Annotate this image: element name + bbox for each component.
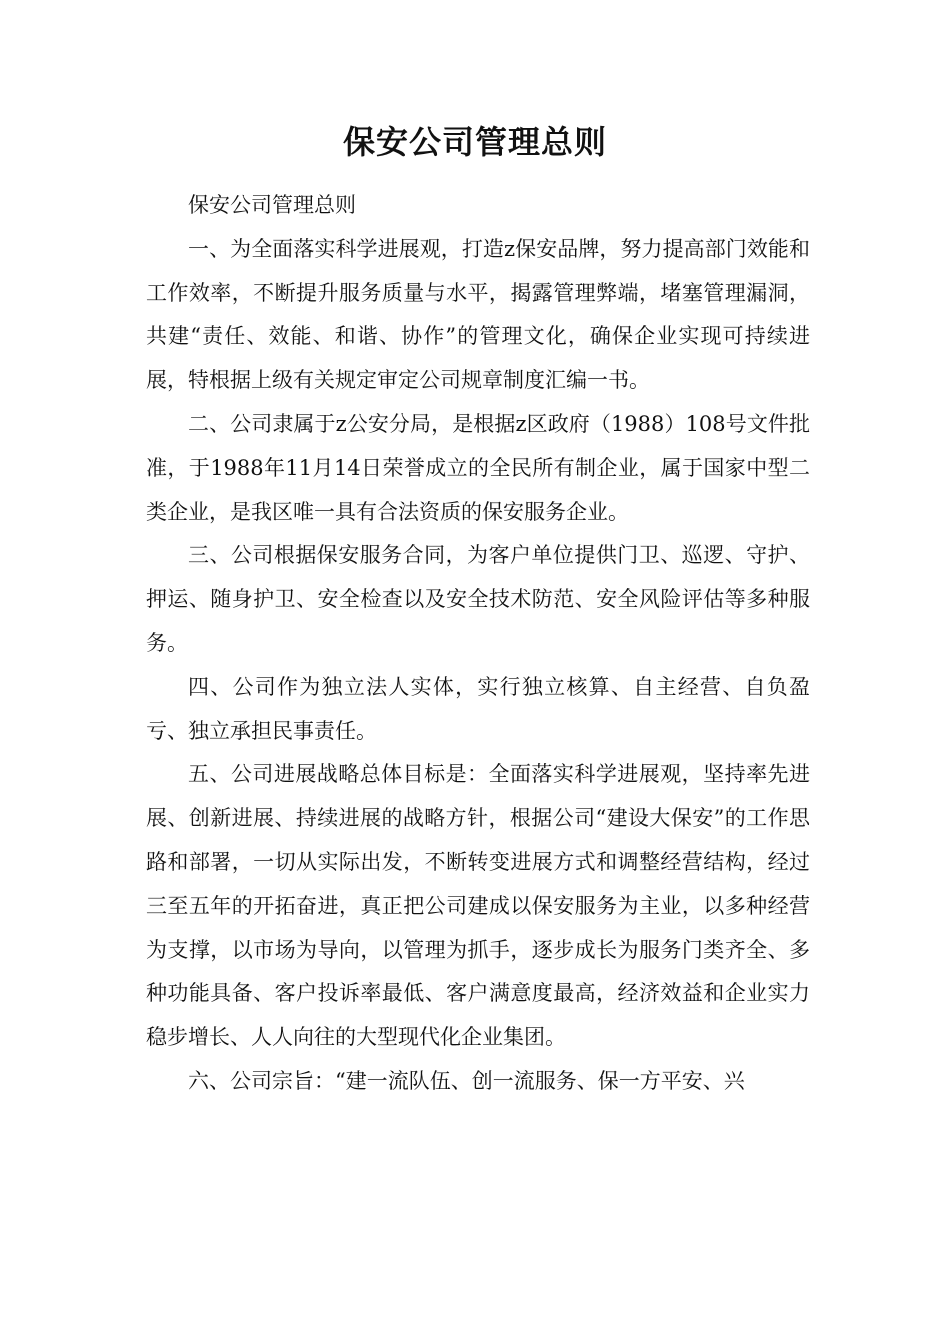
paragraph-5: 五、公司进展战略总体目标是：全面落实科学进展观，坚持率先进展、创新进展、持续进展的战略方针，根据公司“建设大保安”的工作思路和部署，一切从实际出发，不断转变进展方式和调整经营结构，经过三至五年的开拓奋进，真正把公司建成以保安服务为主业，以多种经营为支撑，以市场为导向，以管理为抓手，逐步成长为服务门类齐全、多种功能具备、客户投诉率最低、客户满意度最高，经济效益和企业实力稳步增长、人人向往的大型现代化企业集团。 bbox=[146, 762, 810, 1050]
paragraph-3: 三、公司根据保安服务合同，为客户单位提供门卫、巡逻、守护、押运、随身护卫、安全检查以及安全技术防范、安全风险评估等多种服务。 bbox=[146, 543, 810, 655]
document-body bbox=[146, 184, 810, 1104]
document-title: 保安公司管理总则 bbox=[342, 123, 607, 161]
paragraph-2: 二、公司隶属于z公安分局，是根据z区政府（1988）108号文件批准，于1988年11月14日荣誉成立的全民所有制企业，属于国家中型二类企业，是我区唯一具有合法资质的保安服务企业。 bbox=[146, 411, 810, 524]
paragraph-6: 六、公司宗旨：“建一流队伍、创一流服务、保一方平安、兴 bbox=[188, 1068, 745, 1093]
paragraph-heading-repeat: 保安公司管理总则 bbox=[188, 193, 356, 217]
paragraph-1: 一、为全面落实科学进展观，打造z保安品牌，努力提高部门效能和工作效率，不断提升服务质量与水平，揭露管理弊端，堵塞管理漏洞，共建“责任、效能、和谐、协作”的管理文化，确保企业实现可持续进展，特根据上级有关规定审定公司规章制度汇编一书。 bbox=[146, 236, 810, 393]
paragraph-4: 四、公司作为独立法人实体，实行独立核算、自主经营、自负盈亏、独立承担民事责任。 bbox=[146, 674, 810, 743]
